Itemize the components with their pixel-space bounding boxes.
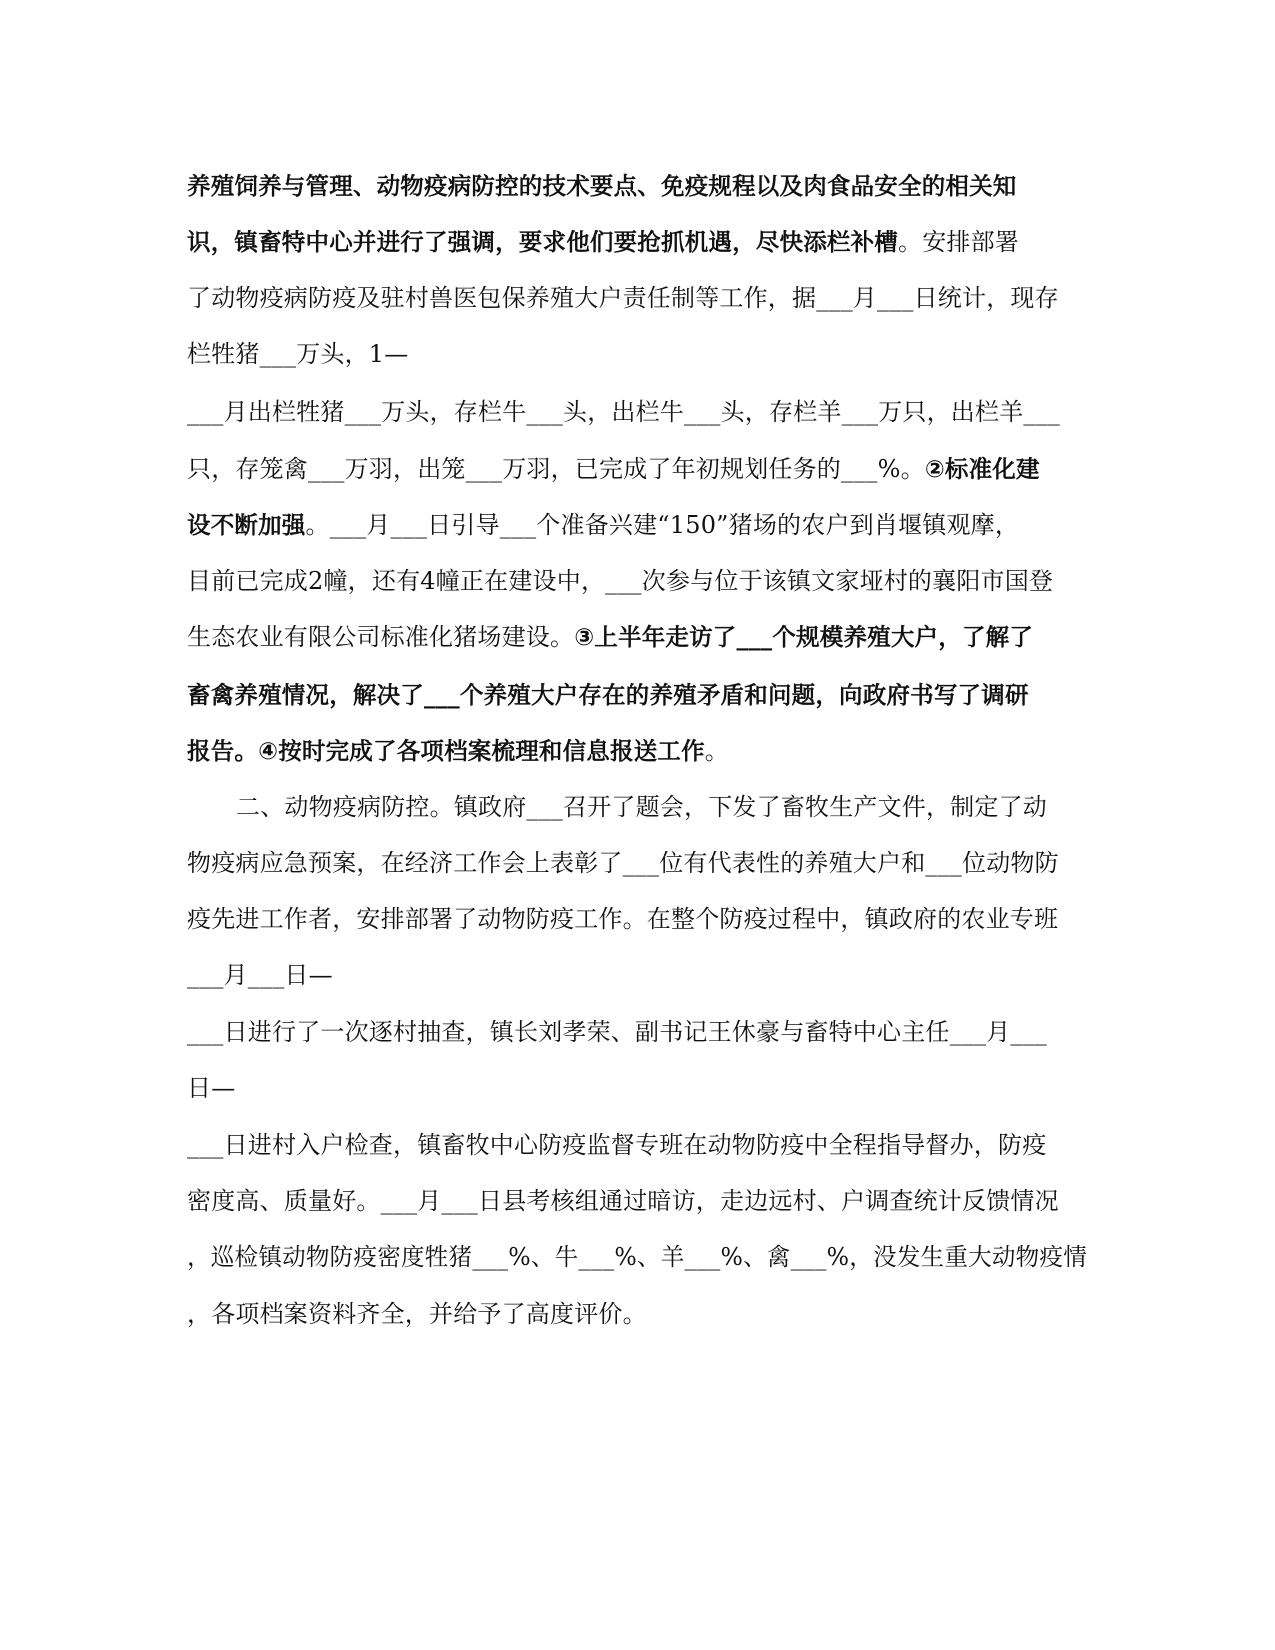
text-line <box>236 787 1086 827</box>
bold-text: 养殖饲养与管理、动物疫病防控的技术要点、免疫规程以及肉食品安全的相关知 <box>187 172 1017 200</box>
text-line <box>187 334 1087 374</box>
text-segment: ___日进行了一次逐村抽查，镇长刘孝荣、副书记王休豪与畜特中心主任___月___ <box>187 1018 1047 1046</box>
text-segment: 疫先进工作者，安排部署了动物防疫工作。在整个防疫过程中，镇政府的农业专班 <box>187 905 1059 933</box>
text-line <box>187 1181 1087 1221</box>
text-segment: 。安排部署 <box>898 228 1019 256</box>
text-line <box>187 731 1087 771</box>
text-line <box>187 1012 1087 1052</box>
bold-text: 设不断加强 <box>187 511 306 539</box>
text-line <box>187 899 1087 939</box>
text-line <box>187 561 1087 601</box>
text-line <box>187 1237 1087 1277</box>
text-segment: ，各项档案资料齐全，并给予了高度评价。 <box>187 1300 647 1328</box>
text-line <box>187 955 1087 995</box>
text-line <box>187 617 1087 657</box>
text-segment: ，巡检镇动物防疫密度牲猪___%、牛___%、羊___%、禽___%，没发生重大动物疫情 <box>187 1243 1088 1271</box>
bold-text: 畜禽养殖情况，解决了___个养殖大户存在的养殖矛盾和问题，向政府书写了调研 <box>187 681 1029 709</box>
text-line <box>187 222 1087 262</box>
text-segment: 只，存笼禽___万羽，出笼___万羽，已完成了年初规划任务的___%。 <box>187 455 925 483</box>
text-segment: 。___月___日引导___个准备兴建“150”猪场的农户到肖堰镇观摩， <box>305 511 1020 539</box>
text-segment: 。 <box>704 737 729 765</box>
text-segment: ___月出栏牲猪___万头，存栏牛___头，出栏牛___头，存栏羊___万只，出栏羊___ <box>187 398 1060 426</box>
bold-text: ②标准化建 <box>924 455 1040 483</box>
text-line <box>187 1125 1087 1165</box>
text-segment: 目前已完成2幢，还有4幢正在建设中，___次参与位于该镇文家垭村的襄阳市国登 <box>187 567 1054 595</box>
text-segment: ___月___日— <box>187 961 333 989</box>
text-line <box>187 1068 1087 1108</box>
text-line <box>187 505 1087 545</box>
text-line <box>187 1294 1087 1334</box>
text-segment: 生态农业有限公司标准化猪场建设。 <box>187 623 575 651</box>
bold-text: ③上半年走访了___个规模养殖大户，了解了 <box>574 623 1034 651</box>
bold-text: 报告。④按时完成了各项档案梳理和信息报送工作 <box>187 737 705 765</box>
text-segment: 栏牲猪___万头，1— <box>187 340 409 368</box>
text-segment: 了动物疫病防疫及驻村兽医包保养殖大户责任制等工作，据___月___日统计，现存 <box>187 284 1059 312</box>
text-segment: 二、动物疫病防控。镇政府___召开了题会，下发了畜牧生产文件，制定了动 <box>236 793 1047 821</box>
text-segment: 日— <box>187 1074 236 1102</box>
text-line <box>187 392 1087 432</box>
text-line <box>187 278 1087 318</box>
text-segment: ___日进村入户检查，镇畜牧中心防疫监督专班在动物防疫中全程指导督办，防疫 <box>187 1131 1047 1159</box>
text-line <box>187 449 1087 489</box>
text-line <box>187 675 1087 715</box>
text-segment: 密度高、质量好。___月___日县考核组通过暗访，走边远村、户调查统计反馈情况 <box>187 1187 1059 1215</box>
text-line <box>187 166 1087 206</box>
text-segment: 物疫病应急预案，在经济工作会上表彰了___位有代表性的养殖大户和___位动物防 <box>187 849 1059 877</box>
bold-text: 识，镇畜特中心并进行了强调，要求他们要抢抓机遇，尽快添栏补槽 <box>187 228 898 256</box>
text-line <box>187 843 1087 883</box>
